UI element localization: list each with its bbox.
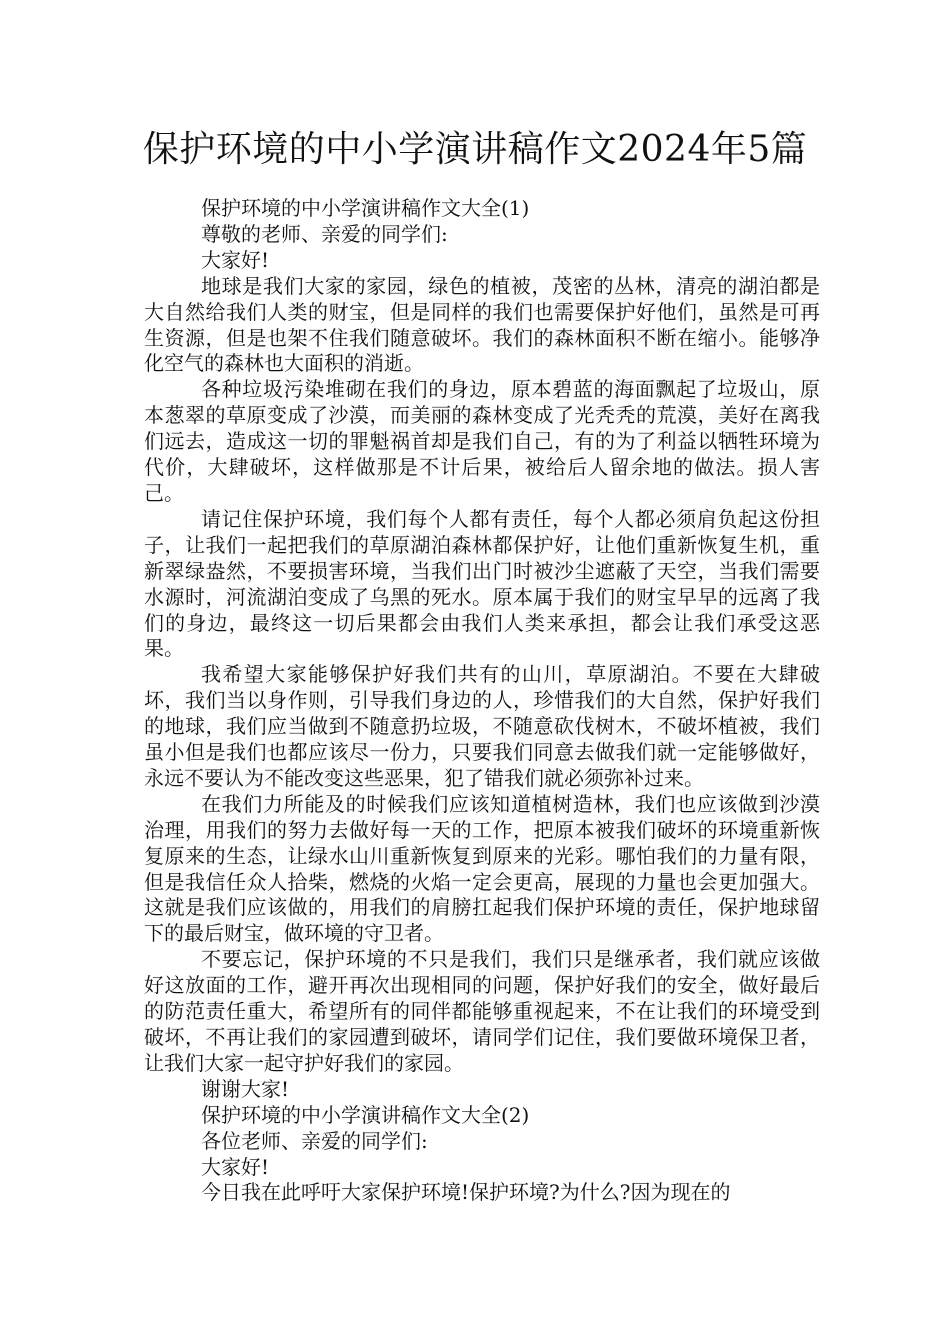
paragraph: 各位老师、亲爱的同学们: — [201, 1128, 428, 1153]
paragraph: 保护环境的中小学演讲稿作文大全(1) — [201, 196, 530, 220]
paragraph: 不要忘记，保护环境的不只是我们，我们只是继承者，我们就应该做好这放面的工作，避开再次出现相同的问题，保护好我们的安全，做好最后的防范责任重大，希望所有的同伴都能够重视起来，不在让我们的环境受到破坏，不再让我们的家园遭到破坏，请同学们记住，我们要做环境保卫者，让我们大家一起守护好我们的家园。 — [144, 947, 820, 1075]
paragraph: 大家好! — [201, 247, 270, 272]
paragraph: 我希望大家能够保护好我们共有的山川，草原湖泊。不要在大肆破坏，我们当以身作则，引导我们身边的人，珍惜我们的大自然，保护好我们的地球，我们应当做到不随意扔垃圾，不随意砍伐树木，不破坏植被，我们虽小但是我们也都应该尽一份力，只要我们同意去做我们就一定能够做好，永远不要认为不能改变这些恶果，犯了错我们就必须弥补过来。 — [144, 662, 820, 790]
paragraph: 请记住保护环境，我们每个人都有责任，每个人都必须肩负起这份担子，让我们一起把我们的草原湖泊森林都保护好，让他们重新恢复生机，重新翠绿盎然，不要损害环境，当我们出门时被沙尘遮蔽了天空，当我们需要水源时，河流湖泊变成了乌黑的死水。原本属于我们的财宝早早的远离了我们的身边，最终这一切后果都会由我们人类来承担，都会让我们承受这恶果。 — [144, 506, 820, 661]
document-body — [144, 196, 820, 1206]
paragraph: 各种垃圾污染堆砌在我们的身边，原本碧蓝的海面飘起了垃圾山，原本葱翠的草原变成了沙漠，而美丽的森林变成了光秃秃的荒漠，美好在离我们远去，造成这一切的罪魁祸首却是我们自己，有的为了利益以牺牲环境为代价，大肆破坏，这样做那是不计后果，被给后人留余地的做法。损人害己。 — [144, 377, 820, 505]
paragraph: 在我们力所能及的时候我们应该知道植树造林，我们也应该做到沙漠治理，用我们的努力去做好每一天的工作，把原本被我们破坏的环境重新恢复原来的生态，让绿水山川重新恢复到原来的光彩。哪怕我们的力量有限，但是我信任众人拾柴，燃烧的火焰一定会更高，展现的力量也会更加强大。这就是我们应该做的，用我们的肩膀扛起我们保护环境的责任，保护地球留下的最后财宝，做环境的守卫者。 — [144, 791, 820, 946]
paragraph: 谢谢大家! — [201, 1076, 290, 1101]
paragraph: 大家好! — [201, 1154, 270, 1179]
paragraph: 尊敬的老师、亲爱的同学们: — [201, 221, 448, 246]
paragraph: 今日我在此呼吁大家保护环境!保护环境?为什么?因为现在的 — [201, 1180, 731, 1205]
paragraph: 保护环境的中小学演讲稿作文大全(2) — [201, 1102, 530, 1127]
paragraph: 地球是我们大家的家园，绿色的植被，茂密的丛林，清亮的湖泊都是大自然给我们人类的财宝，但是同样的我们也需要保护好他们，虽然是可再生资源，但是也架不住我们随意破坏。我们的森林面积不断在缩小。能够净化空气的森林也大面积的消逝。 — [144, 273, 820, 376]
document-title: 保护环境的中小学演讲稿作文2024年5篇 — [142, 129, 808, 170]
